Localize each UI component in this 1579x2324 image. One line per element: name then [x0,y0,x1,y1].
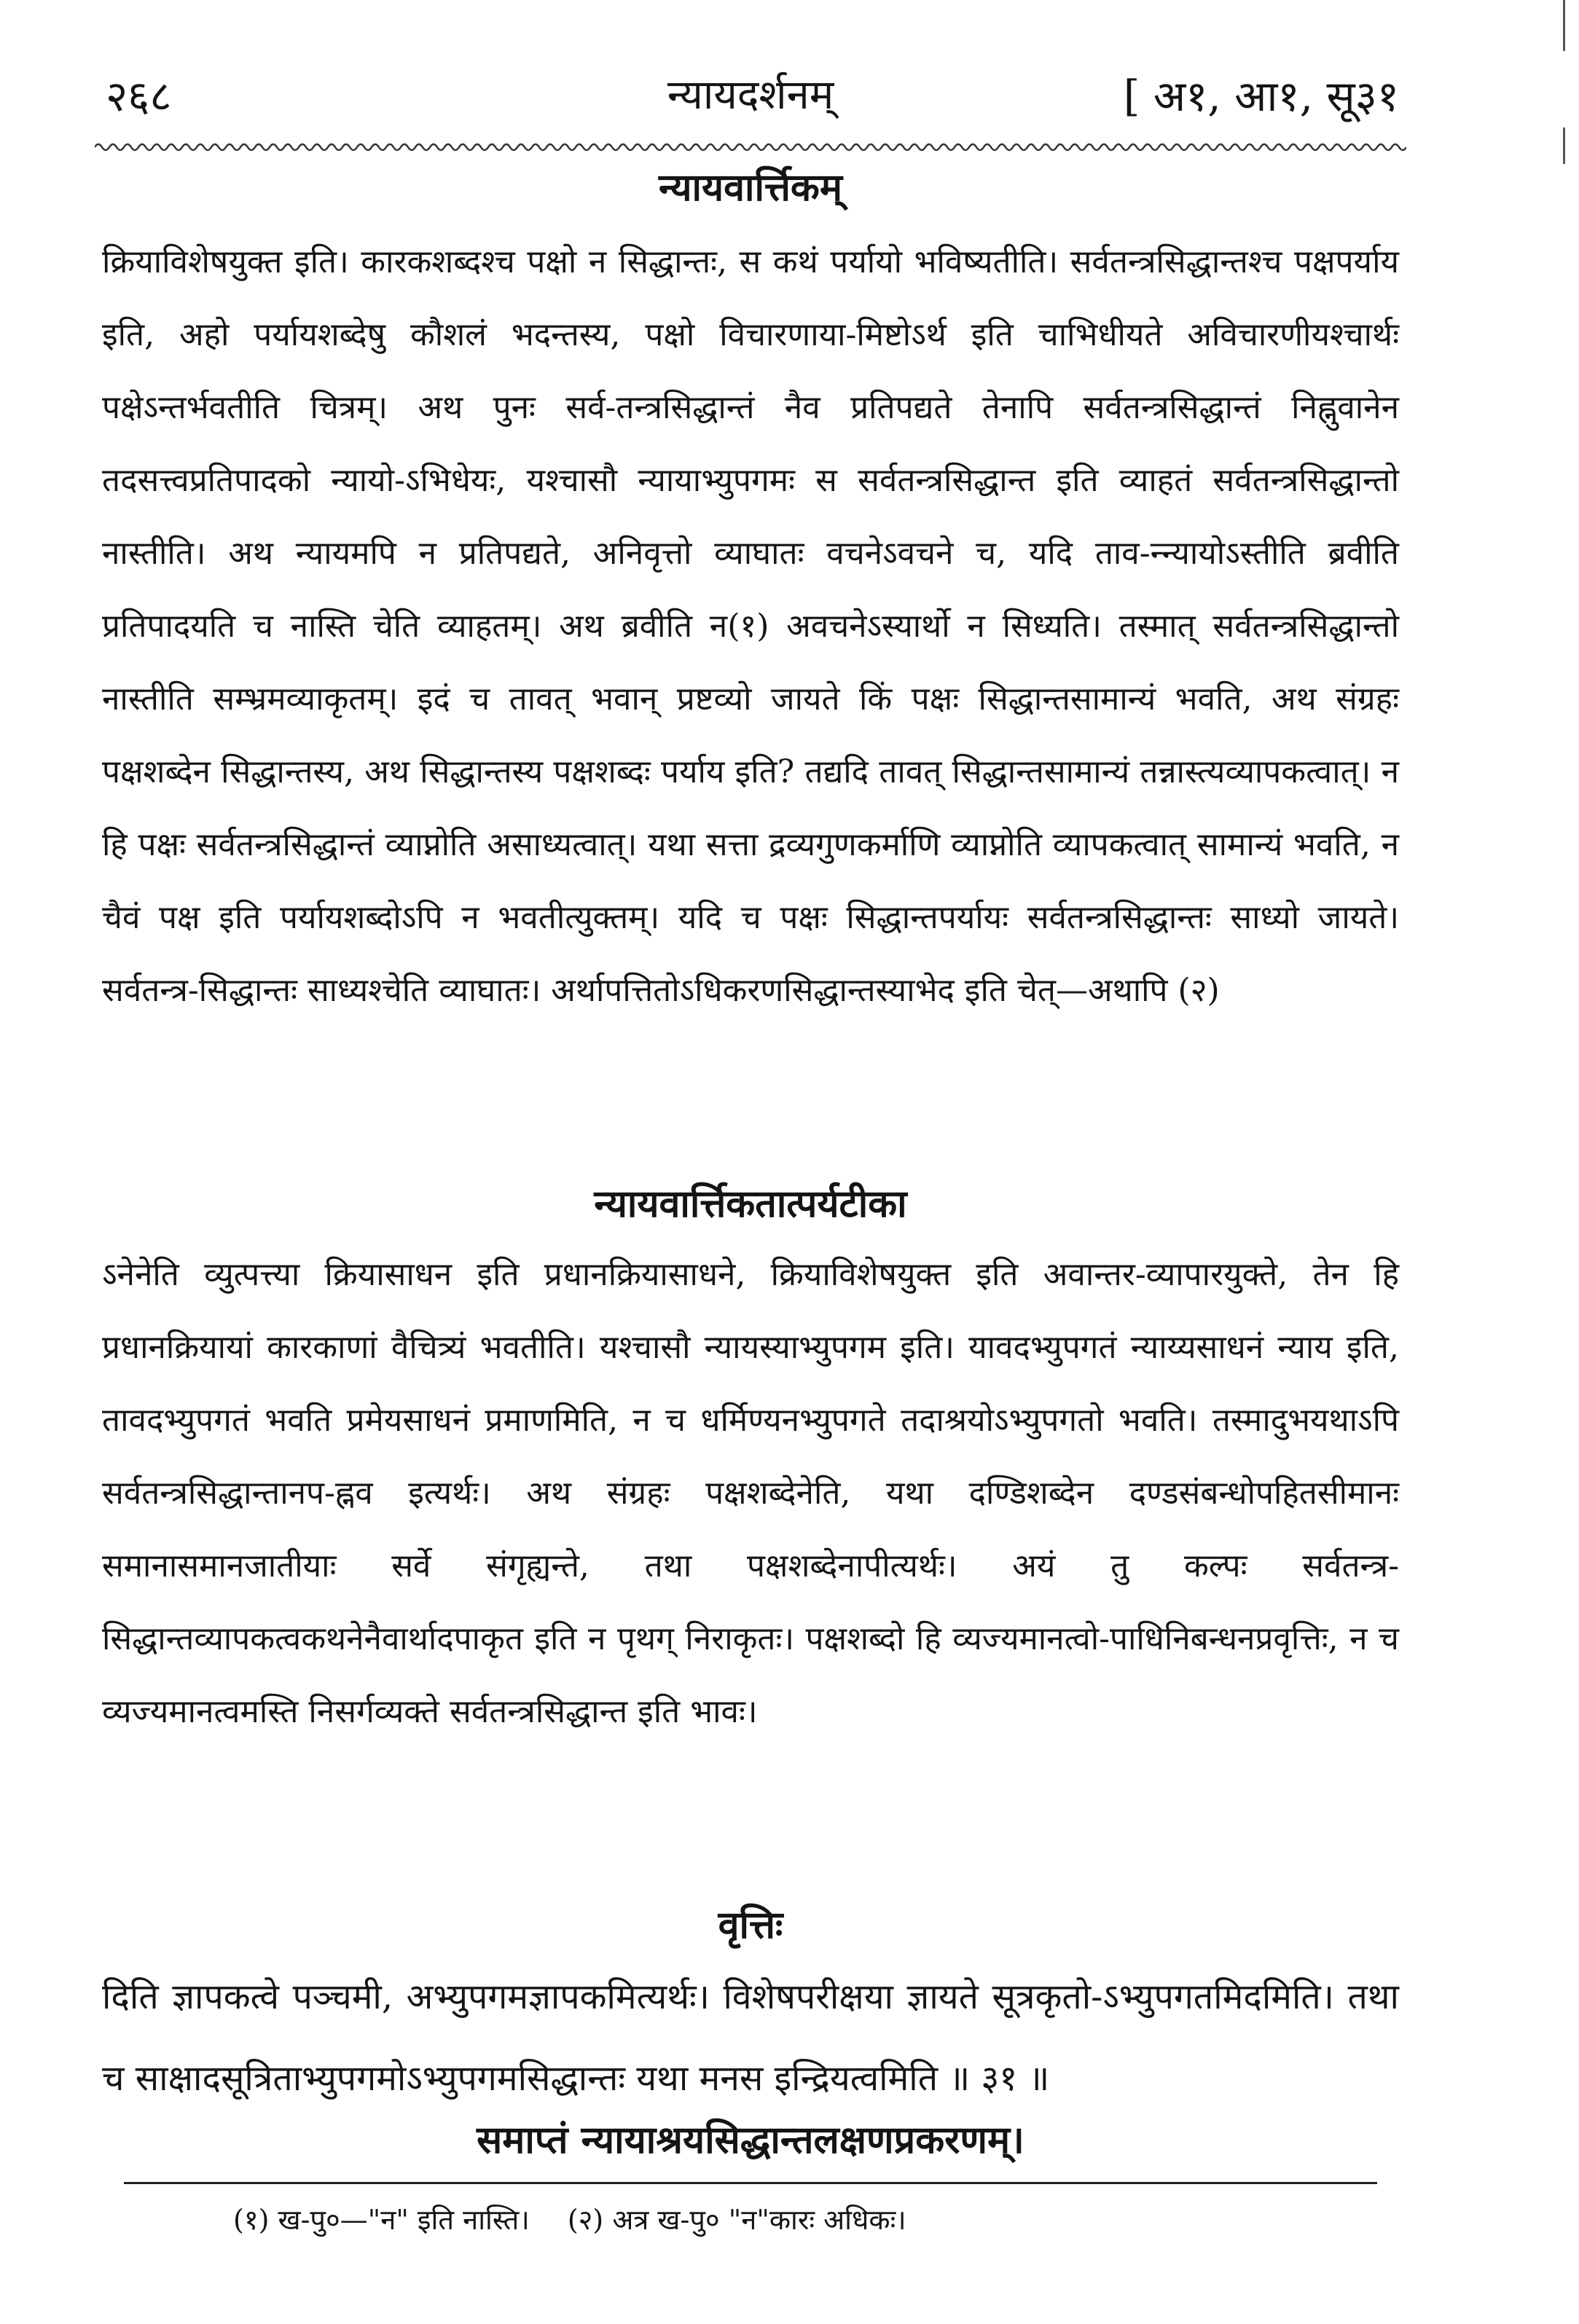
scan-edge-mark [1563,127,1565,164]
footnote-2: (२) अत्र ख-पु० "न"कारः अधिकः। [567,2204,906,2236]
page-number: २६८ [106,71,172,121]
vritti-text: दिति ज्ञापकत्वे पञ्चमी, अभ्युपगमज्ञापकमित्यर्थः। विशेषपरीक्षया ज्ञायते सूत्रकृतो-ऽभ्युपगतमिदमिति। तथा च साक्षादसूत्रिताभ्युपगमोऽभ्युपगमसिद्धान्तः यथा मनस इन्द्रियत्वमिति ॥ ३१ ॥ [102,1976,1399,2099]
header-wavy-rule [95,138,1406,156]
document-page [95,51,1406,2280]
chapter-reference: [ अ१, आ१, सू३१ [1123,71,1399,121]
tika-text: ऽनेनेति व्युत्पत्त्या क्रियासाधन इति प्रधानक्रियासाधने, क्रियाविशेषयुक्त इति अवान्तर-व्यापारयुक्ते, तेन हि प्रधानक्रियायां कारकाणां वैचित्र्यं भवतीति। यश्चासौ न्यायस्याभ्युपगम इति। यावदभ्युपगतं न्याय्यसाधनं न्याय इति, तावदभ्युपगतं भवति प्रमेयसाधनं प्रमाणमिति, न च धर्मिण्यनभ्युपगते तदाश्रयोऽभ्युपगतो भवति। तस्मादुभयथाऽपि सर्वतन्त्रसिद्धान्तानप-ह्नव इत्यर्थः। अथ संग्रहः पक्षशब्देनेति, यथा दण्डिशब्देन दण्डसंबन्धोपहितसीमानः समानासमानजातीयाः सर्वे संगृह्यन्ते, तथा पक्षशब्देनापीत्यर्थः। अयं तु कल्पः सर्वतन्त्र-सिद्धान्तव्यापकत्वकथनेनैवार्थादपाकृत इति न पृथग् निराकृतः। पक्षशब्दो हि व्यज्यमानत्वो-पाधिनिबन्धनप्रवृत्तिः, न च व्यज्यमानत्वमस्ति निसर्गव्यक्ते सर्वतन्त्रसिद्धान्त इति भावः। [102,1256,1399,1730]
footnote-rule [124,2182,1377,2184]
closing-heading: समाप्तं न्यायाश्रयसिद्धान्तलक्षणप्रकरणम्। [477,2118,1024,2162]
footnote-1: (१) ख-पु०—"न" इति नास्ति। [233,2204,530,2236]
scan-edge-mark [1563,0,1565,51]
running-title: न्यायदर्शनम् [667,71,834,119]
section-title-vritti: वृत्तिः [718,1903,783,1947]
section-title-tika: न्यायवार्त्तिकतात्पर्यटीका [594,1182,907,1226]
page-header [95,51,1406,138]
varttika-text: क्रियाविशेषयुक्त इति। कारकशब्दश्च पक्षो न सिद्धान्तः, स कथं पर्यायो भविष्यतीति। सर्वतन्त्रसिद्धान्तश्च पक्षपर्याय इति, अहो पर्यायशब्देषु कौशलं भदन्तस्य, पक्षो विचारणाया-मिष्टोऽर्थ इति चाभिधीयते अविचारणीयश्चार्थः पक्षेऽन्तर्भवतीति चित्रम्। अथ पुनः सर्व-तन्त्रसिद्धान्तं नैव प्रतिपद्यते तेनापि सर्वतन्त्रसिद्धान्तं निह्नुवानेन तदसत्त्वप्रतिपादको न्यायो-ऽभिधेयः, यश्चासौ न्यायाभ्युपगमः स सर्वतन्त्रसिद्धान्त इति व्याहतं सर्वतन्त्रसिद्धान्तो नास्तीति। अथ न्यायमपि न प्रतिपद्यते, अनिवृत्तो व्याघातः वचनेऽवचने च, यदि ताव-न्न्यायोऽस्तीति ब्रवीति प्रतिपादयति च नास्ति चेति व्याहतम्। अथ ब्रवीति न(१) अवचनेऽस्यार्थो न सिध्यति। तस्मात् सर्वतन्त्रसिद्धान्तो नास्तीति सम्भ्रमव्याकृतम्। इदं च तावत् भवान् प्रष्टव्यो जायते किं पक्षः सिद्धान्तसामान्यं भवति, अथ संग्रहः पक्षशब्देन सिद्धान्तस्य, अथ सिद्धान्तस्य पक्षशब्दः पर्याय इति? तद्यदि तावत् सिद्धान्तसामान्यं तन्नास्त्यव्यापकत्वात्। न हि पक्षः सर्वतन्त्रसिद्धान्तं व्याप्नोति असाध्यत्वात्। यथा सत्ता द्रव्यगुणकर्माणि व्याप्नोति व्यापकत्वात् सामान्यं भवति, न चैवं पक्ष इति पर्यायशब्दोऽपि न भवतीत्युक्तम्। यदि च पक्षः सिद्धान्तपर्यायः सर्वतन्त्रसिद्धान्तः साध्यो जायते। सर्वतन्त्र-सिद्धान्तः साध्यश्चेति व्याघातः। अर्थापत्तितोऽधिकरणसिद्धान्तस्याभेद इति चेत्—अथापि (२) [102,243,1399,1009]
section-title-varttika: न्यायवार्त्तिकम् [659,165,842,210]
footnotes [233,2200,1370,2238]
